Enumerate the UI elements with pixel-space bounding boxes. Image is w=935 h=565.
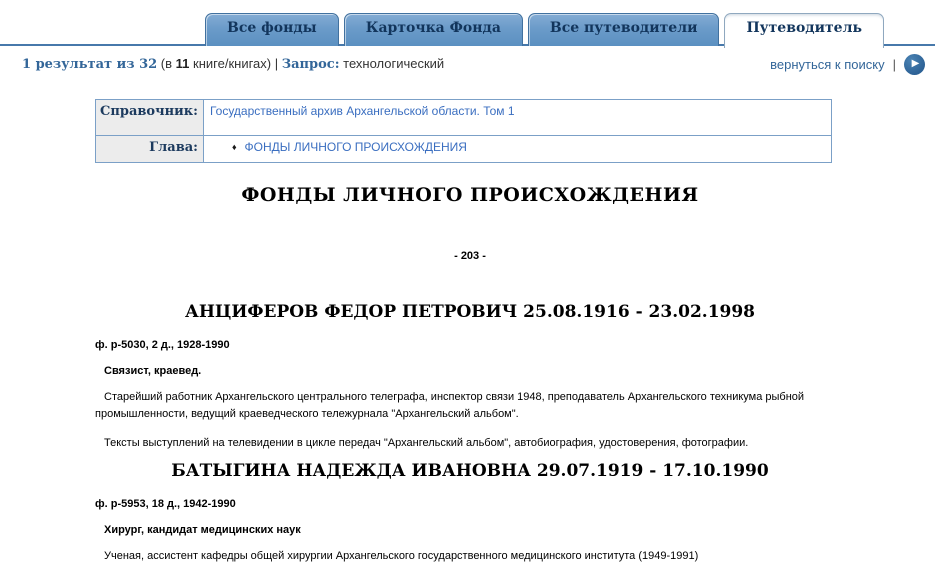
tab-all-fonds[interactable]: Все фонды [205, 13, 339, 46]
reference-info-table [95, 99, 832, 163]
entry-heading: БАТЫГИНА НАДЕЖДА ИВАНОВНА 29.07.1919 - 17.10.1990 [171, 461, 769, 481]
page-number: - 203 - [454, 250, 486, 262]
guide-document [0, 184, 935, 565]
chapter-link[interactable]: ФОНДЫ ЛИЧНОГО ПРОИСХОЖДЕНИЯ [244, 140, 467, 154]
tab-guide-active[interactable]: Путеводитель [724, 13, 884, 48]
query-label: Запрос: [281, 57, 340, 72]
fond-reference: ф. р-5953, 18 д., 1942-1990 [95, 498, 236, 510]
query-value: технологический [343, 56, 445, 71]
go-forward-button[interactable] [904, 54, 925, 75]
table-row [96, 100, 832, 136]
biography-paragraph: Ученая, ассистент кафедры общей хирургии Архангельского государственного медицинского института (1949-1991) [104, 550, 699, 562]
diamond-bullet-icon: ♦ [231, 142, 237, 152]
forward-arrow-icon: ▶ [911, 58, 920, 69]
tab-all-guides[interactable]: Все путеводители [528, 13, 720, 46]
results-in-books-pre: (в [160, 56, 173, 71]
reference-label: Справочник: [96, 100, 204, 136]
entry-anciferov [95, 302, 845, 452]
tab-bar [0, 0, 935, 46]
occupation-line: Связист, краевед. [104, 365, 202, 377]
fond-reference: ф. р-5030, 2 д., 1928-1990 [95, 339, 230, 351]
entry-heading: АНЦИФЕРОВ ФЕДОР ПЕТРОВИЧ 25.08.1916 - 23.02.1998 [184, 302, 756, 322]
results-books-count: 11 [175, 56, 190, 71]
occupation-line: Хирург, кандидат медицинских наук [104, 524, 301, 536]
biography-paragraph: Старейший работник Архангельского центрального телеграфа, инспектор связи 1948, преподаватель Архангельского техникума рыбной промышленности, ведущий краеведческого тележурнала "Архангельский альбом". [95, 391, 805, 420]
entry-batygina [95, 461, 845, 565]
results-in-books-post: книге/книгах) | [193, 56, 279, 71]
back-to-search-link[interactable]: вернуться к поиску [770, 56, 885, 72]
contents-paragraph: Тексты выступлений на телевидении в цикле передач "Архангельский альбом", автобиография, удостоверения, фотографии. [104, 437, 749, 449]
table-row [96, 136, 832, 163]
reference-book-link[interactable]: Государственный архив Архангельской области. Том 1 [209, 104, 515, 118]
results-count: 1 результат из 32 [22, 57, 158, 72]
chapter-label: Глава: [96, 136, 204, 163]
document-title: ФОНДЫ ЛИЧНОГО ПРОИСХОЖДЕНИЯ [241, 184, 699, 206]
back-separator: | [892, 56, 896, 72]
results-bar [0, 53, 935, 75]
tab-fond-card[interactable]: Карточка Фонда [344, 13, 523, 46]
results-summary [22, 56, 444, 72]
